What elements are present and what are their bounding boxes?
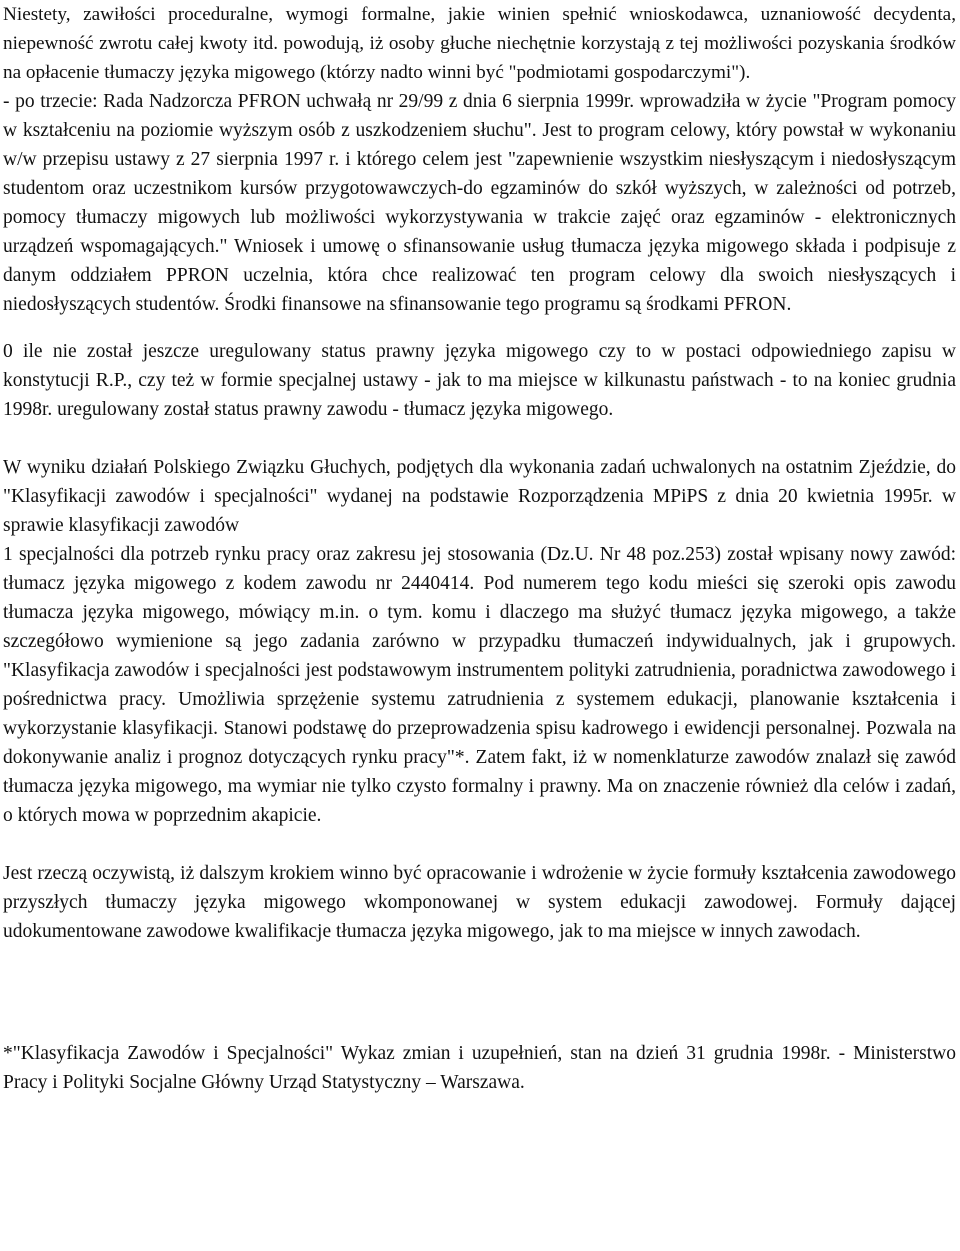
paragraph-legal-status: 0 ile nie został jeszcze uregulowany status prawny języka migowego czy to w postaci odpowiedniego zapisu w konstytucji R.P., czy też w formie specjalnej ustawy - jak to ma miejsce w kilkunastu państwach - to na koniec grudnia 1998r. uregulowany został status prawny zawodu - tłumacz języka migowego. [3, 341, 956, 420]
paragraph-procedural-difficulties: Niestety, zawiłości proceduralne, wymogi formalne, jakie winien spełnić wnioskodawca, uznaniowość decydenta, niepewność zwrotu całej kwoty itd. powodują, iż osoby głuche niechętnie korzystają z tej możliwości pozyskania środków na opłacenie tłumaczy języka migowego (którzy nadto winni być "podmiotami gospodarczymi"). [3, 4, 956, 83]
paragraph-pfron-program: - po trzecie: Rada Nadzorcza PFRON uchwałą nr 29/99 z dnia 6 sierpnia 1999r. wprowadziła w życie "Program pomocy w kształceniu na poziomie wyższym osób z uszkodzeniem słuchu". Jest to program celowy, który powstał w wykonaniu w/w przepisu ustawy z 27 sierpnia 1997 r. i którego celem jest "zapewnienie wszystkim niesłyszącym i niedosłyszącym studentom oraz uczestnikom kursów przygotowawczych-do egzaminów do szkół wyższych, w zależności od potrzeb, pomocy tłumaczy migowych lub możliwości wykorzystywania w trakcie zajęć oraz egzaminów - elektronicznych urządzeń wspomagających." Wniosek i umowę o sfinansowanie usług tłumacza języka migowego składa i podpisuje z danym oddziałem PPRON uczelnia, która chce realizować ten program celowy dla swoich niesłyszących i niedosłyszących studentów. Środki finansowe na sfinansowanie tego programu są środkami PFRON. [3, 91, 956, 315]
paragraph-pzg-actions: W wyniku działań Polskiego Związku Głuchych, podjętych dla wykonania zadań uchwalonych na ostatnim Zjeździe, do "Klasyfikacji zawodów i specjalności" wydanej na podstawie Rozporządzenia MPiPS z dnia 20 kwietnia 1995r. w sprawie klasyfikacji zawodów [3, 457, 956, 536]
paragraph-profession-classification: 1 specjalności dla potrzeb rynku pracy oraz zakresu jej stosowania (Dz.U. Nr 48 poz.253) został wpisany nowy zawód: tłumacz języka migowego z kodem zawodu nr 2440414. Pod numerem tego kodu mieści się szeroki opis zawodu tłumacza języka migowego, mówiący m.in. o tym. komu i dlaczego ma służyć tłumacz języka migowego, a także szczegółowo wymienione są jego zadania zarówno w przypadku tłumaczeń indywidualnych, jak i grupowych. "Klasyfikacja zawodów i specjalności jest podstawowym instrumentem polityki zatrudnienia, poradnictwa zawodowego i pośrednictwa pracy. Umożliwia sprzężenie systemu zatrudnienia z systemem edukacji, planowanie kształcenia i wykorzystanie klasyfikacji. Stanowi podstawę do przeprowadzenia spisu kadrowego i ewidencji personalnej. Pozwala na dokonywanie analiz i prognoz dotyczących rynku pracy"*. Zatem fakt, iż w nomenklaturze zawodów znalazł się zawód tłumacza języka migowego, ma wymiar nie tylko czysto formalny i prawny. Ma on znaczenie również dla celów i zadań, o których mowa w poprzednim akapicie. [3, 544, 956, 826]
footnote: *"Klasyfikacja Zawodów i Specjalności" Wykaz zmian i uzupełnień, stan na dzień 31 grudnia 1998r. - Ministerstwo Pracy i Polityki Socjalne Główny Urząd Statystyczny – Warszawa. [3, 1043, 956, 1093]
document-page [3, 0, 956, 1097]
paragraph-education-formula: Jest rzeczą oczywistą, iż dalszym krokiem winno być opracowanie i wdrożenie w życie formuły kształcenia zawodowego przyszłych tłumaczy języka migowego wkomponowanej w system edukacji zawodowej. Formuły dającej udokumentowane zawodowe kwalifikacje tłumacza języka migowego, jak to ma miejsce w innych zawodach. [3, 863, 956, 942]
